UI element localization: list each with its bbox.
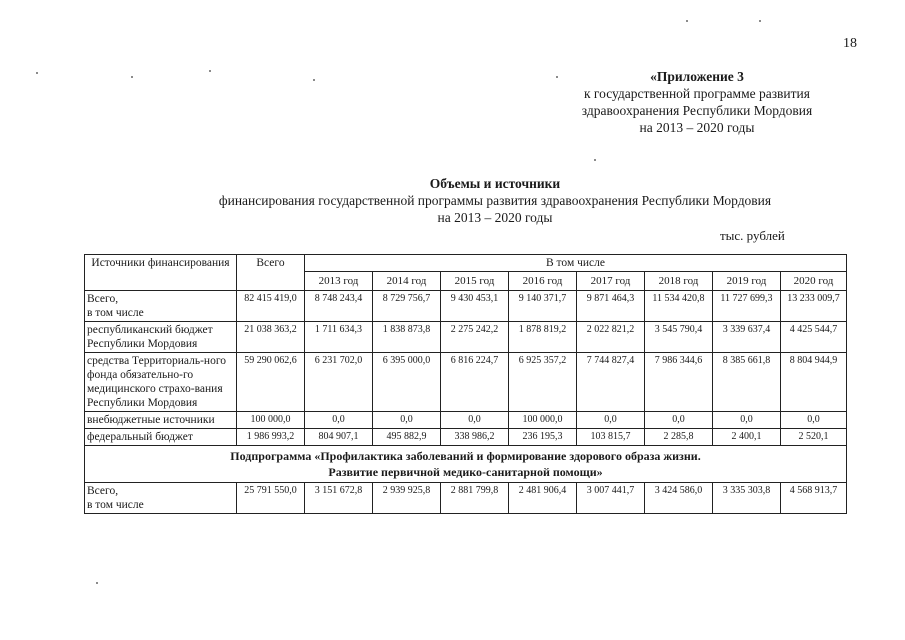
row-year-value: 11 534 420,8 (645, 291, 713, 322)
row-year-value: 2 881 799,8 (441, 483, 509, 514)
row-source: республиканский бюджет Республики Мордовия (85, 322, 237, 353)
table-row (85, 429, 847, 446)
row-year-value: 236 195,3 (509, 429, 577, 446)
row-year-value: 1 838 873,8 (373, 322, 441, 353)
row-year-value: 9 430 453,1 (441, 291, 509, 322)
page-number: 18 (843, 36, 857, 51)
appendix-line-3: на 2013 – 2020 годы (639, 120, 755, 135)
appendix-title: «Приложение 3 (650, 69, 744, 84)
subprogram-line-1: Подпрограмма «Профилактика заболеваний и формирование здорового образа жизни. (230, 449, 701, 463)
row-source: Всего, в том числе (85, 483, 237, 514)
row-year-value: 0,0 (373, 412, 441, 429)
row-year-value: 7 986 344,6 (645, 353, 713, 412)
row-year-value: 3 335 303,8 (713, 483, 781, 514)
scan-speck (96, 582, 98, 584)
row-year-value: 2 022 821,2 (577, 322, 645, 353)
scan-speck (594, 159, 596, 161)
row-year-value: 495 882,9 (373, 429, 441, 446)
scan-speck (209, 70, 211, 72)
row-year-value: 8 385 661,8 (713, 353, 781, 412)
row-year-value: 13 233 009,7 (781, 291, 847, 322)
row-source: внебюджетные источники (85, 412, 237, 429)
row-year-value: 9 871 464,3 (577, 291, 645, 322)
row-year-value: 3 007 441,7 (577, 483, 645, 514)
row-source: средства Территориаль-ного фонда обязательно-го медицинского страхо-вания Республики Мордовия (85, 353, 237, 412)
scan-speck (313, 79, 315, 81)
scan-speck (759, 20, 761, 22)
table-row (85, 412, 847, 429)
appendix-header (537, 68, 857, 136)
row-year-value: 0,0 (781, 412, 847, 429)
appendix-line-2: здравоохранения Республики Мордовия (581, 103, 813, 118)
header-year: 2020 год (781, 272, 847, 291)
row-year-value: 7 744 827,4 (577, 353, 645, 412)
row-year-value: 338 986,2 (441, 429, 509, 446)
units-label: тыс. рублей (720, 228, 785, 243)
header-including: В том числе (305, 255, 847, 272)
scan-speck (686, 20, 688, 22)
subprogram-row (85, 446, 847, 483)
row-year-value: 8 748 243,4 (305, 291, 373, 322)
row-year-value: 2 285,8 (645, 429, 713, 446)
row-year-value: 2 400,1 (713, 429, 781, 446)
row-source: федеральный бюджет (85, 429, 237, 446)
table-row (85, 291, 847, 322)
row-year-value: 6 925 357,2 (509, 353, 577, 412)
row-year-value: 4 425 544,7 (781, 322, 847, 353)
appendix-line-1: к государственной программе развития (584, 86, 810, 101)
header-total: Всего (237, 255, 305, 291)
row-year-value: 6 231 702,0 (305, 353, 373, 412)
financing-table (84, 254, 847, 514)
title-line-3: на 2013 – 2020 годы (437, 210, 553, 225)
row-year-value: 0,0 (645, 412, 713, 429)
row-total-value: 21 038 363,2 (237, 322, 305, 353)
row-total-value: 59 290 062,6 (237, 353, 305, 412)
row-year-value: 4 568 913,7 (781, 483, 847, 514)
row-year-value: 11 727 699,3 (713, 291, 781, 322)
row-source: Всего, в том числе (85, 291, 237, 322)
row-year-value: 804 907,1 (305, 429, 373, 446)
row-year-value: 2 481 906,4 (509, 483, 577, 514)
row-year-value: 0,0 (713, 412, 781, 429)
row-year-value: 103 815,7 (577, 429, 645, 446)
header-source: Источники финансирования (85, 255, 237, 291)
header-year: 2014 год (373, 272, 441, 291)
row-year-value: 2 939 925,8 (373, 483, 441, 514)
table-row (85, 483, 847, 514)
row-year-value: 8 729 756,7 (373, 291, 441, 322)
subprogram-title (85, 446, 847, 483)
row-year-value: 6 816 224,7 (441, 353, 509, 412)
header-year: 2017 год (577, 272, 645, 291)
row-total-value: 1 986 993,2 (237, 429, 305, 446)
header-year: 2019 год (713, 272, 781, 291)
row-total-value: 25 791 550,0 (237, 483, 305, 514)
row-year-value: 2 520,1 (781, 429, 847, 446)
header-row-1 (85, 255, 847, 272)
table-row (85, 353, 847, 412)
scan-speck (556, 76, 558, 78)
row-year-value: 2 275 242,2 (441, 322, 509, 353)
row-year-value: 100 000,0 (509, 412, 577, 429)
row-year-value: 3 151 672,8 (305, 483, 373, 514)
header-year: 2016 год (509, 272, 577, 291)
row-year-value: 0,0 (305, 412, 373, 429)
title-line-2: финансирования государственной программы развития здравоохранения Республики Мордовия (218, 193, 772, 208)
row-year-value: 8 804 944,9 (781, 353, 847, 412)
row-year-value: 0,0 (441, 412, 509, 429)
subprogram-line-2: Развитие первичной медико-санитарной помощи» (328, 465, 603, 479)
row-year-value: 0,0 (577, 412, 645, 429)
row-year-value: 3 339 637,4 (713, 322, 781, 353)
header-year: 2018 год (645, 272, 713, 291)
scan-speck (131, 76, 133, 78)
document-title (150, 175, 840, 226)
row-year-value: 1 711 634,3 (305, 322, 373, 353)
scan-speck (36, 72, 38, 74)
header-year: 2015 год (441, 272, 509, 291)
table-row (85, 322, 847, 353)
row-total-value: 100 000,0 (237, 412, 305, 429)
title-line-1: Объемы и источники (429, 176, 561, 191)
row-year-value: 3 545 790,4 (645, 322, 713, 353)
header-year: 2013 год (305, 272, 373, 291)
row-year-value: 1 878 819,2 (509, 322, 577, 353)
row-year-value: 9 140 371,7 (509, 291, 577, 322)
row-total-value: 82 415 419,0 (237, 291, 305, 322)
row-year-value: 3 424 586,0 (645, 483, 713, 514)
row-year-value: 6 395 000,0 (373, 353, 441, 412)
